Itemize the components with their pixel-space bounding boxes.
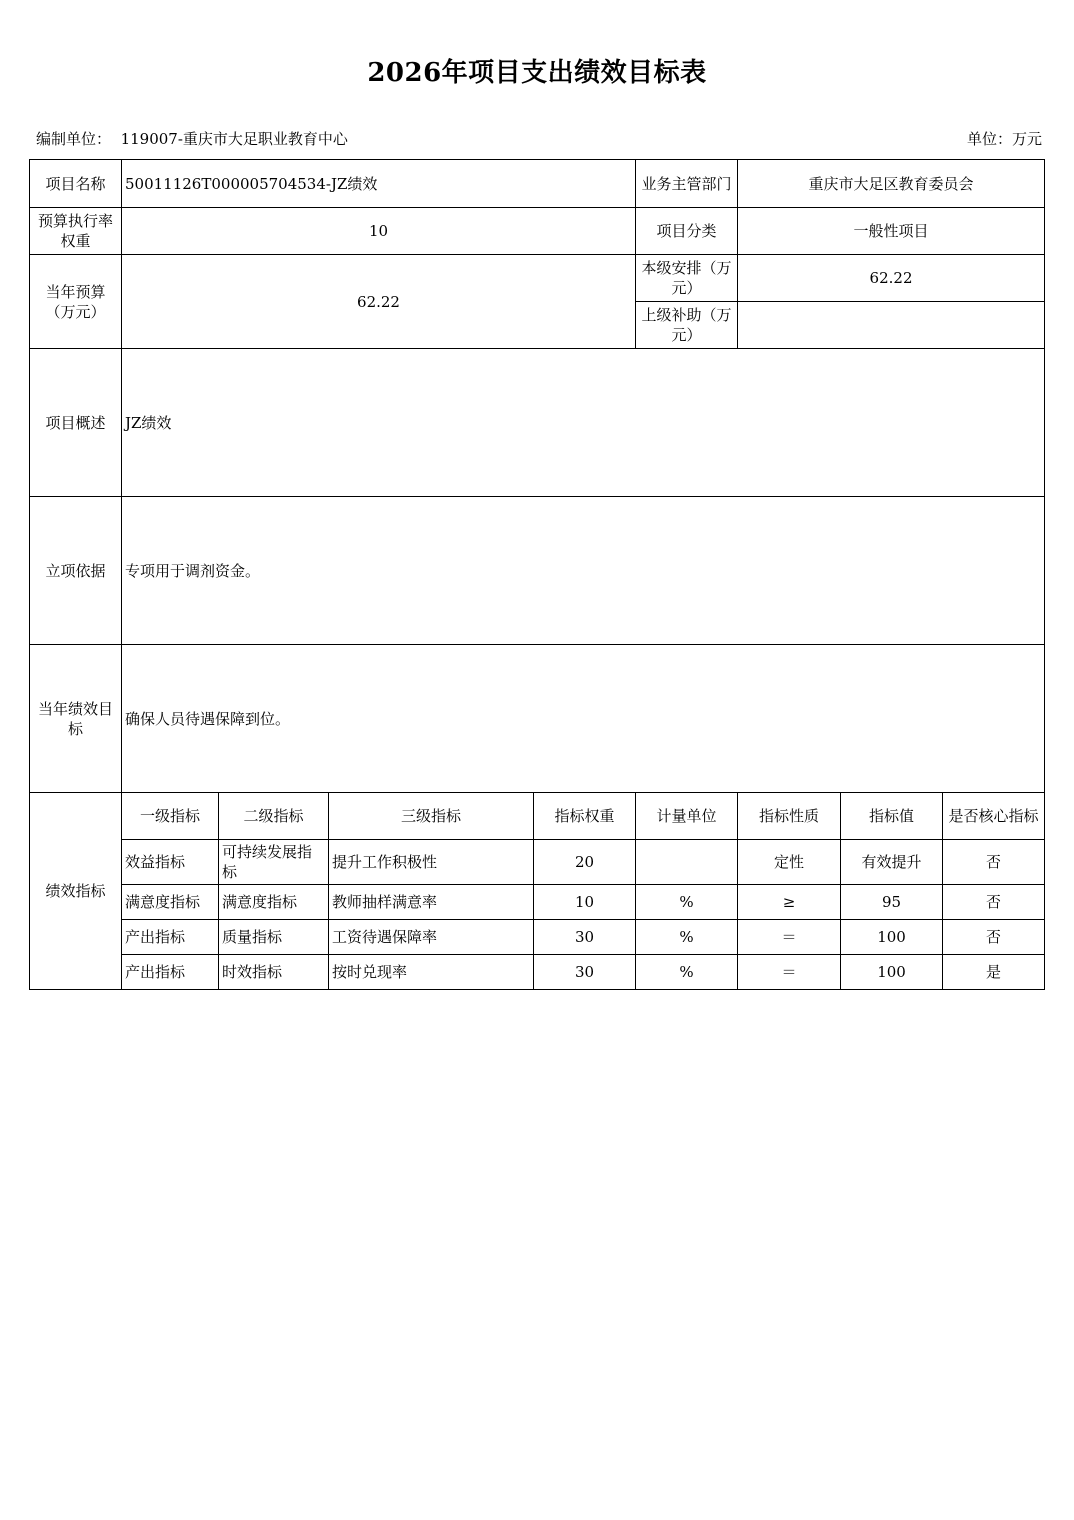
indicator-unit [636,840,738,885]
indicator-level2: 质量指标 [219,920,329,955]
indicator-value: 100 [841,955,943,990]
page-title: 2026年项目支出绩效目标表 [367,58,707,88]
indicator-row [30,885,1045,920]
dept-label: 业务主管部门 [636,160,738,208]
indicator-level1: 产出指标 [122,920,219,955]
indicator-core: 否 [943,885,1045,920]
indicator-level3: 按时兑现率 [329,955,534,990]
indicator-nature: ＝ [738,955,841,990]
indicator-value: 100 [841,920,943,955]
header-level2: 二级指标 [219,793,329,840]
indicator-row [30,920,1045,955]
indicator-nature: 定性 [738,840,841,885]
indicator-unit: % [636,885,738,920]
compiling-unit-value: 119007-重庆市大足职业教育中心 [120,130,348,148]
header-level3: 三级指标 [329,793,534,840]
overview-value: JZ绩效 [122,349,1045,497]
indicator-core: 否 [943,920,1045,955]
local-label: 本级安排（万元） [636,255,738,302]
indicator-level1: 产出指标 [122,955,219,990]
indicator-core: 否 [943,840,1045,885]
upper-label: 上级补助（万元） [636,302,738,349]
indicator-nature: ＝ [738,920,841,955]
header-weight: 指标权重 [534,793,636,840]
goal-value: 确保人员待遇保障到位。 [122,645,1045,793]
indicator-unit: % [636,955,738,990]
category-label: 项目分类 [636,208,738,255]
indicator-core: 是 [943,955,1045,990]
indicator-value: 95 [841,885,943,920]
exec-weight-value: 10 [122,208,636,255]
basis-label: 立项依据 [30,497,122,645]
project-name-value: 50011126T000005704534-JZ绩效 [122,160,636,208]
indicator-level3: 教师抽样满意率 [329,885,534,920]
budget-value: 62.22 [122,255,636,349]
exec-weight-label: 预算执行率权重 [30,208,122,255]
indicator-weight: 30 [534,920,636,955]
indicator-level2: 满意度指标 [219,885,329,920]
upper-value [738,302,1045,349]
header-value: 指标值 [841,793,943,840]
indicator-weight: 10 [534,885,636,920]
indicator-level2: 可持续发展指标 [219,840,329,885]
header-unit: 计量单位 [636,793,738,840]
indicator-row [30,955,1045,990]
currency-unit: 单位：万元 [966,130,1042,148]
indicator-level1: 效益指标 [122,840,219,885]
indicator-row [30,840,1045,885]
indicators-label: 绩效指标 [30,793,122,990]
header-core: 是否核心指标 [943,793,1045,840]
basis-value: 专项用于调剂资金。 [122,497,1045,645]
goal-label: 当年绩效目标 [30,645,122,793]
category-value: 一般性项目 [738,208,1045,255]
indicator-level2: 时效指标 [219,955,329,990]
indicator-level1: 满意度指标 [122,885,219,920]
indicator-nature: ≥ [738,885,841,920]
dept-value: 重庆市大足区教育委员会 [738,160,1045,208]
indicator-value: 有效提升 [841,840,943,885]
indicator-level3: 工资待遇保障率 [329,920,534,955]
indicator-weight: 30 [534,955,636,990]
budget-label: 当年预算（万元） [30,255,122,349]
header-nature: 指标性质 [738,793,841,840]
indicator-level3: 提升工作积极性 [329,840,534,885]
project-name-label: 项目名称 [30,160,122,208]
indicator-weight: 20 [534,840,636,885]
performance-target-table [29,159,1045,990]
header-level1: 一级指标 [122,793,219,840]
indicator-unit: % [636,920,738,955]
compiling-unit-label: 编制单位： [36,130,112,148]
overview-label: 项目概述 [30,349,122,497]
local-value: 62.22 [738,255,1045,302]
compiling-unit [36,128,348,149]
